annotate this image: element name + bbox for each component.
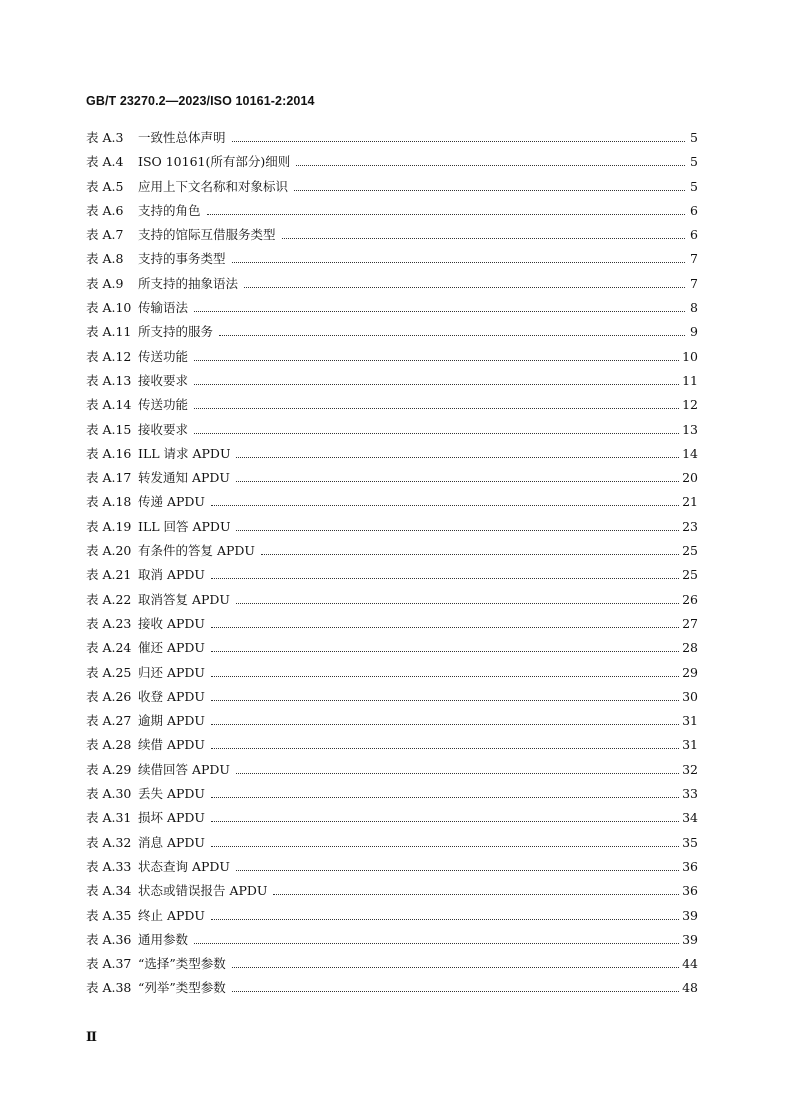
toc-entry-page: 35 bbox=[682, 834, 698, 850]
dot-leader bbox=[207, 214, 685, 215]
toc-entry-number: 表 A.3 bbox=[86, 130, 124, 145]
dot-leader bbox=[211, 919, 679, 920]
toc-entry[interactable] bbox=[86, 152, 698, 176]
toc-entry-page: 8 bbox=[690, 300, 698, 316]
toc-entry-number: 表 A.25 bbox=[86, 664, 132, 680]
dot-leader bbox=[232, 967, 679, 968]
dot-leader bbox=[211, 748, 679, 749]
toc-entry-page: 7 bbox=[690, 251, 698, 267]
dot-leader bbox=[194, 360, 679, 361]
toc-entry-page: 5 bbox=[690, 130, 698, 145]
toc-entry-title: 丢失 APDU bbox=[138, 786, 205, 802]
toc-entry-title: “列举”类型参数 bbox=[138, 980, 226, 996]
toc-entry[interactable] bbox=[86, 420, 698, 444]
toc-entry-title: 取消答复 APDU bbox=[138, 591, 230, 607]
toc-entry[interactable] bbox=[86, 468, 698, 492]
dot-leader bbox=[236, 481, 679, 482]
toc-entry-number: 表 A.28 bbox=[86, 737, 132, 753]
toc-entry-title: 归还 APDU bbox=[138, 664, 205, 680]
toc-entry-title: 终止 APDU bbox=[138, 907, 205, 923]
toc-entry-title: 所支持的服务 bbox=[138, 324, 214, 340]
document-header: GB/T 23270.2—2023/ISO 10161-2:2014 bbox=[86, 94, 315, 108]
toc-entry-number: 表 A.36 bbox=[86, 931, 132, 947]
toc-entry-page: 39 bbox=[682, 931, 698, 947]
toc-entry-page: 31 bbox=[682, 737, 698, 753]
dot-leader bbox=[211, 578, 679, 579]
toc-entry-page: 33 bbox=[682, 786, 698, 802]
toc-entry-title: 所支持的抽象语法 bbox=[138, 275, 239, 291]
dot-leader bbox=[211, 846, 679, 847]
toc-entry-page: 5 bbox=[690, 154, 698, 170]
toc-entry-page: 21 bbox=[682, 494, 698, 510]
toc-entry-number: 表 A.19 bbox=[86, 518, 132, 534]
toc-entry[interactable] bbox=[86, 395, 698, 419]
dot-leader bbox=[282, 238, 685, 239]
toc-entry-page: 25 bbox=[682, 567, 698, 583]
toc-entry[interactable] bbox=[86, 444, 698, 468]
toc-entry-number: 表 A.10 bbox=[86, 300, 132, 316]
toc-entry-page: 39 bbox=[682, 907, 698, 923]
dot-leader bbox=[236, 870, 679, 871]
toc-entry-number: 表 A.32 bbox=[86, 834, 132, 850]
toc-entry-page: 25 bbox=[682, 543, 698, 559]
toc-entry-title: 状态或错误报告 APDU bbox=[138, 883, 268, 899]
toc-entry-number: 表 A.34 bbox=[86, 883, 132, 899]
toc-entry-number: 表 A.22 bbox=[86, 591, 132, 607]
dot-leader bbox=[232, 141, 685, 142]
toc-entry-title: 支持的角色 bbox=[138, 202, 201, 218]
toc-entry-page: 6 bbox=[690, 227, 698, 243]
toc-entry[interactable] bbox=[86, 249, 698, 273]
toc-entry-number: 表 A.24 bbox=[86, 640, 132, 656]
toc-entry-title: 接收要求 bbox=[138, 421, 189, 437]
dot-leader bbox=[211, 676, 679, 677]
toc-entry-title: 一致性总体声明 bbox=[138, 130, 226, 145]
dot-leader bbox=[294, 190, 685, 191]
toc-entry[interactable] bbox=[86, 322, 698, 346]
dot-leader bbox=[296, 165, 685, 166]
toc-entry-title: 传递 APDU bbox=[138, 494, 205, 510]
toc-entry-number: 表 A.27 bbox=[86, 713, 132, 729]
dot-leader bbox=[194, 433, 679, 434]
toc-entry-title: 有条件的答复 APDU bbox=[138, 543, 255, 559]
toc-entry-page: 13 bbox=[682, 421, 698, 437]
dot-leader bbox=[211, 797, 679, 798]
dot-leader bbox=[232, 991, 679, 992]
dot-leader bbox=[211, 821, 679, 822]
toc-entry-number: 表 A.38 bbox=[86, 980, 132, 996]
dot-leader bbox=[244, 287, 685, 288]
toc-entry-number: 表 A.9 bbox=[86, 275, 124, 291]
dot-leader bbox=[211, 700, 679, 701]
toc-entry[interactable] bbox=[86, 857, 698, 881]
toc-entry-number: 表 A.8 bbox=[86, 251, 124, 267]
toc-entry[interactable] bbox=[86, 711, 698, 735]
toc-entry-page: 28 bbox=[682, 640, 698, 656]
toc-entry-page: 11 bbox=[682, 372, 698, 388]
dot-leader bbox=[194, 311, 685, 312]
toc-entry[interactable] bbox=[86, 638, 698, 662]
toc-entry-title: 续借回答 APDU bbox=[138, 761, 230, 777]
toc-entry[interactable] bbox=[86, 177, 698, 201]
dot-leader bbox=[211, 651, 679, 652]
toc-entry-title: 收登 APDU bbox=[138, 688, 205, 704]
toc-entry-number: 表 A.37 bbox=[86, 956, 132, 972]
toc-entry-number: 表 A.14 bbox=[86, 397, 132, 413]
dot-leader bbox=[236, 773, 679, 774]
toc-entry-title: “选择”类型参数 bbox=[138, 956, 226, 972]
toc-entry-title: 传输语法 bbox=[138, 300, 189, 316]
toc-entry-page: 14 bbox=[682, 445, 698, 461]
toc-entry-page: 44 bbox=[682, 956, 698, 972]
toc-entry-title: 支持的馆际互借服务类型 bbox=[138, 227, 276, 243]
toc-entry-title: 传送功能 bbox=[138, 348, 189, 364]
toc-entry-page: 48 bbox=[682, 980, 698, 996]
toc-entry-number: 表 A.18 bbox=[86, 494, 132, 510]
toc-entry[interactable] bbox=[86, 954, 698, 978]
toc-entry-number: 表 A.12 bbox=[86, 348, 132, 364]
toc-entry-page: 31 bbox=[682, 713, 698, 729]
toc-entry-page: 30 bbox=[682, 688, 698, 704]
toc-entry[interactable] bbox=[86, 274, 698, 298]
toc-entry[interactable] bbox=[86, 784, 698, 808]
toc-entry[interactable] bbox=[86, 760, 698, 784]
toc-entry-page: 10 bbox=[682, 348, 698, 364]
toc-entry-page: 6 bbox=[690, 202, 698, 218]
toc-entry-title: 状态查询 APDU bbox=[138, 858, 230, 874]
dot-leader bbox=[194, 408, 679, 409]
dot-leader bbox=[194, 384, 679, 385]
dot-leader bbox=[219, 335, 685, 336]
toc-entry[interactable] bbox=[86, 371, 698, 395]
dot-leader bbox=[211, 627, 679, 628]
toc-entry[interactable] bbox=[86, 833, 698, 857]
toc-entry-number: 表 A.5 bbox=[86, 178, 124, 194]
toc-entry-number: 表 A.11 bbox=[86, 324, 132, 340]
toc-entry-title: ILL 回答 APDU bbox=[138, 518, 231, 534]
toc-entry-number: 表 A.15 bbox=[86, 421, 132, 437]
toc-entry-page: 36 bbox=[682, 858, 698, 874]
toc-entry[interactable] bbox=[86, 906, 698, 930]
page-number-footer: Ⅱ bbox=[86, 1030, 97, 1045]
toc-entry-number: 表 A.23 bbox=[86, 615, 132, 631]
toc-entry[interactable] bbox=[86, 978, 698, 1002]
toc-entry-page: 7 bbox=[690, 275, 698, 291]
toc-entry-number: 表 A.6 bbox=[86, 202, 124, 218]
toc-entry[interactable] bbox=[86, 201, 698, 225]
toc-entry-title: 接收 APDU bbox=[138, 615, 205, 631]
dot-leader bbox=[211, 505, 679, 506]
toc-entry-number: 表 A.17 bbox=[86, 470, 132, 486]
dot-leader bbox=[211, 724, 679, 725]
toc-entry-page: 9 bbox=[690, 324, 698, 340]
dot-leader bbox=[236, 530, 679, 531]
toc-entry-title: 转发通知 APDU bbox=[138, 470, 230, 486]
dot-leader bbox=[236, 457, 679, 458]
toc-entry[interactable] bbox=[86, 881, 698, 905]
toc-entry-number: 表 A.30 bbox=[86, 786, 132, 802]
toc-entry[interactable] bbox=[86, 347, 698, 371]
toc-entry[interactable] bbox=[86, 492, 698, 516]
toc-entry[interactable] bbox=[86, 663, 698, 687]
toc-entry-page: 20 bbox=[682, 470, 698, 486]
toc-entry-number: 表 A.16 bbox=[86, 445, 132, 461]
dot-leader bbox=[273, 894, 679, 895]
dot-leader bbox=[194, 943, 679, 944]
toc-entry-title: 消息 APDU bbox=[138, 834, 205, 850]
toc-entry-title: 支持的事务类型 bbox=[138, 251, 226, 267]
toc-entry[interactable] bbox=[86, 590, 698, 614]
toc-entry-page: 5 bbox=[690, 178, 698, 194]
toc-entry[interactable] bbox=[86, 930, 698, 954]
toc-entry-number: 表 A.26 bbox=[86, 688, 132, 704]
toc-entry-number: 表 A.4 bbox=[86, 154, 124, 170]
toc-entry-page: 26 bbox=[682, 591, 698, 607]
toc-entry-title: 催还 APDU bbox=[138, 640, 205, 656]
toc-entry-number: 表 A.7 bbox=[86, 227, 124, 243]
toc-entry-title: 接收要求 bbox=[138, 372, 189, 388]
toc-entry-page: 36 bbox=[682, 883, 698, 899]
toc-entry-title: 续借 APDU bbox=[138, 737, 205, 753]
toc-entry[interactable] bbox=[86, 541, 698, 565]
toc-entry[interactable] bbox=[86, 298, 698, 322]
toc-entry-title: ISO 10161(所有部分)细则 bbox=[138, 154, 291, 170]
toc-entry-page: 34 bbox=[682, 810, 698, 826]
toc-entry-number: 表 A.31 bbox=[86, 810, 132, 826]
toc-entry-title: 取消 APDU bbox=[138, 567, 205, 583]
toc-entry[interactable] bbox=[86, 565, 698, 589]
toc-entry[interactable] bbox=[86, 614, 698, 638]
dot-leader bbox=[232, 262, 685, 263]
toc-entry-number: 表 A.20 bbox=[86, 543, 132, 559]
toc-entry[interactable] bbox=[86, 225, 698, 249]
toc-entry[interactable] bbox=[86, 808, 698, 832]
toc-entry-title: 通用参数 bbox=[138, 931, 189, 947]
toc-entry-number: 表 A.21 bbox=[86, 567, 132, 583]
toc-entry[interactable] bbox=[86, 735, 698, 759]
toc-entry-page: 32 bbox=[682, 761, 698, 777]
toc-entry-page: 29 bbox=[682, 664, 698, 680]
dot-leader bbox=[236, 603, 679, 604]
toc-entry[interactable] bbox=[86, 687, 698, 711]
toc-entry-page: 27 bbox=[682, 615, 698, 631]
table-of-contents bbox=[86, 128, 698, 1003]
toc-entry[interactable] bbox=[86, 128, 698, 152]
dot-leader bbox=[261, 554, 679, 555]
toc-entry-page: 23 bbox=[682, 518, 698, 534]
toc-entry-number: 表 A.33 bbox=[86, 858, 132, 874]
toc-entry-number: 表 A.13 bbox=[86, 372, 132, 388]
toc-entry-title: ILL 请求 APDU bbox=[138, 445, 231, 461]
toc-entry-number: 表 A.29 bbox=[86, 761, 132, 777]
toc-entry-title: 损坏 APDU bbox=[138, 810, 205, 826]
toc-entry-page: 12 bbox=[682, 397, 698, 413]
toc-entry-title: 逾期 APDU bbox=[138, 713, 205, 729]
toc-entry-title: 应用上下文名称和对象标识 bbox=[138, 178, 289, 194]
toc-entry-number: 表 A.35 bbox=[86, 907, 132, 923]
toc-entry-title: 传送功能 bbox=[138, 397, 189, 413]
toc-entry[interactable] bbox=[86, 517, 698, 541]
